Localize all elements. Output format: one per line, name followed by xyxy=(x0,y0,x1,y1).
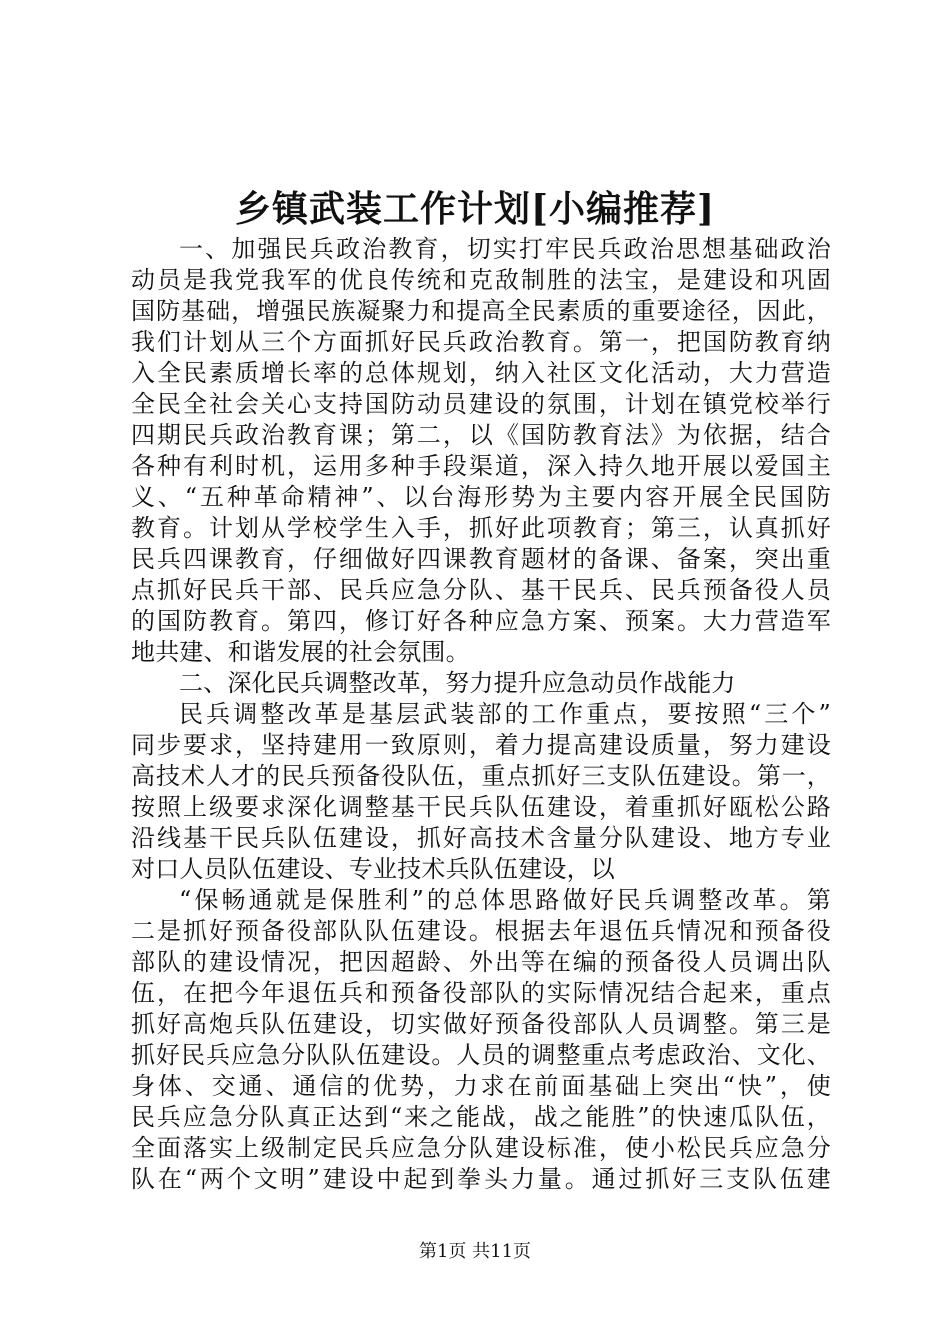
body-line: 队在“两个文明”建设中起到拳头力量。通过抓好三支队伍建 xyxy=(131,1165,831,1193)
body-line: 义、“五种革命精神”、以台海形势为主要内容开展全民国防 xyxy=(131,483,831,511)
body-line: 教育。计划从学校学生入手，抓好此项教育；第三，认真抓好 xyxy=(131,514,831,542)
body-line: 民兵四课教育，仔细做好四课教育题材的备课、备案，突出重 xyxy=(131,545,831,573)
body-line: 地共建、和谐发展的社会氛围。 xyxy=(131,638,470,666)
body-line: 伍，在把今年退伍兵和预备役部队的实际情况结合起来，重点 xyxy=(131,979,831,1007)
body-line: 部队的建设情况，把因超龄、外出等在编的预备役人员调出队 xyxy=(131,948,831,976)
document-title: 乡镇武装工作计划[小编推荐] xyxy=(234,188,716,230)
body-line: 沿线基干民兵队伍建设，抓好高技术含量分队建设、地方专业 xyxy=(131,824,831,852)
document-body xyxy=(131,234,831,1195)
body-line: 抓好民兵应急分队队伍建设。人员的调整重点考虑政治、文化、 xyxy=(131,1041,831,1069)
body-line: 民兵应急分队真正达到“来之能战，战之能胜”的快速瓜队伍， xyxy=(131,1103,831,1131)
body-line: 入全民素质增长率的总体规划，纳入社区文化活动，大力营造 xyxy=(131,359,831,387)
body-line: 民兵调整改革是基层武装部的工作重点，要按照“三个” xyxy=(179,700,831,728)
body-line: 四期民兵政治教育课；第二，以《国防教育法》为依据，结合 xyxy=(131,421,831,449)
body-line: 动员是我党我军的优良传统和克敌制胜的法宝，是建设和巩固 xyxy=(131,266,831,294)
page-footer: 第1页 共11页 xyxy=(418,1241,532,1262)
body-line: 一、加强民兵政治教育，切实打牢民兵政治思想基础政治 xyxy=(179,235,831,263)
body-line: 国防基础，增强民族凝聚力和提高全民素质的重要途径，因此， xyxy=(131,297,831,325)
body-line: “保畅通就是保胜利”的总体思路做好民兵调整改革。第 xyxy=(179,886,831,914)
body-line: 同步要求，坚持建用一致原则，着力提高建设质量，努力建设 xyxy=(131,731,831,759)
body-line: 二、深化民兵调整改革，努力提升应急动员作战能力 xyxy=(179,669,736,697)
body-line: 按照上级要求深化调整基干民兵队伍建设，着重抓好瓯松公路 xyxy=(131,793,831,821)
body-line: 身体、交通、通信的优势，力求在前面基础上突出“快”，使 xyxy=(131,1072,831,1100)
body-line: 对口人员队伍建设、专业技术兵队伍建设，以 xyxy=(131,855,615,883)
body-line: 全民全社会关心支持国防动员建设的氛围，计划在镇党校举行 xyxy=(131,390,831,418)
body-line: 的国防教育。第四，修订好各种应急方案、预案。大力营造军 xyxy=(131,607,831,635)
body-line: 点抓好民兵干部、民兵应急分队、基干民兵、民兵预备役人员 xyxy=(131,576,831,604)
body-line: 抓好高炮兵队伍建设，切实做好预备役部队人员调整。第三是 xyxy=(131,1010,831,1038)
body-line: 我们计划从三个方面抓好民兵政治教育。第一，把国防教育纳 xyxy=(131,328,831,356)
body-line: 高技术人才的民兵预备役队伍，重点抓好三支队伍建设。第一， xyxy=(131,762,831,790)
body-line: 各种有利时机，运用多种手段渠道，深入持久地开展以爱国主 xyxy=(131,452,831,480)
body-line: 全面落实上级制定民兵应急分队建设标准，使小松民兵应急分 xyxy=(131,1134,831,1162)
body-line: 二是抓好预备役部队队伍建设。根据去年退伍兵情况和预备役 xyxy=(131,917,831,945)
